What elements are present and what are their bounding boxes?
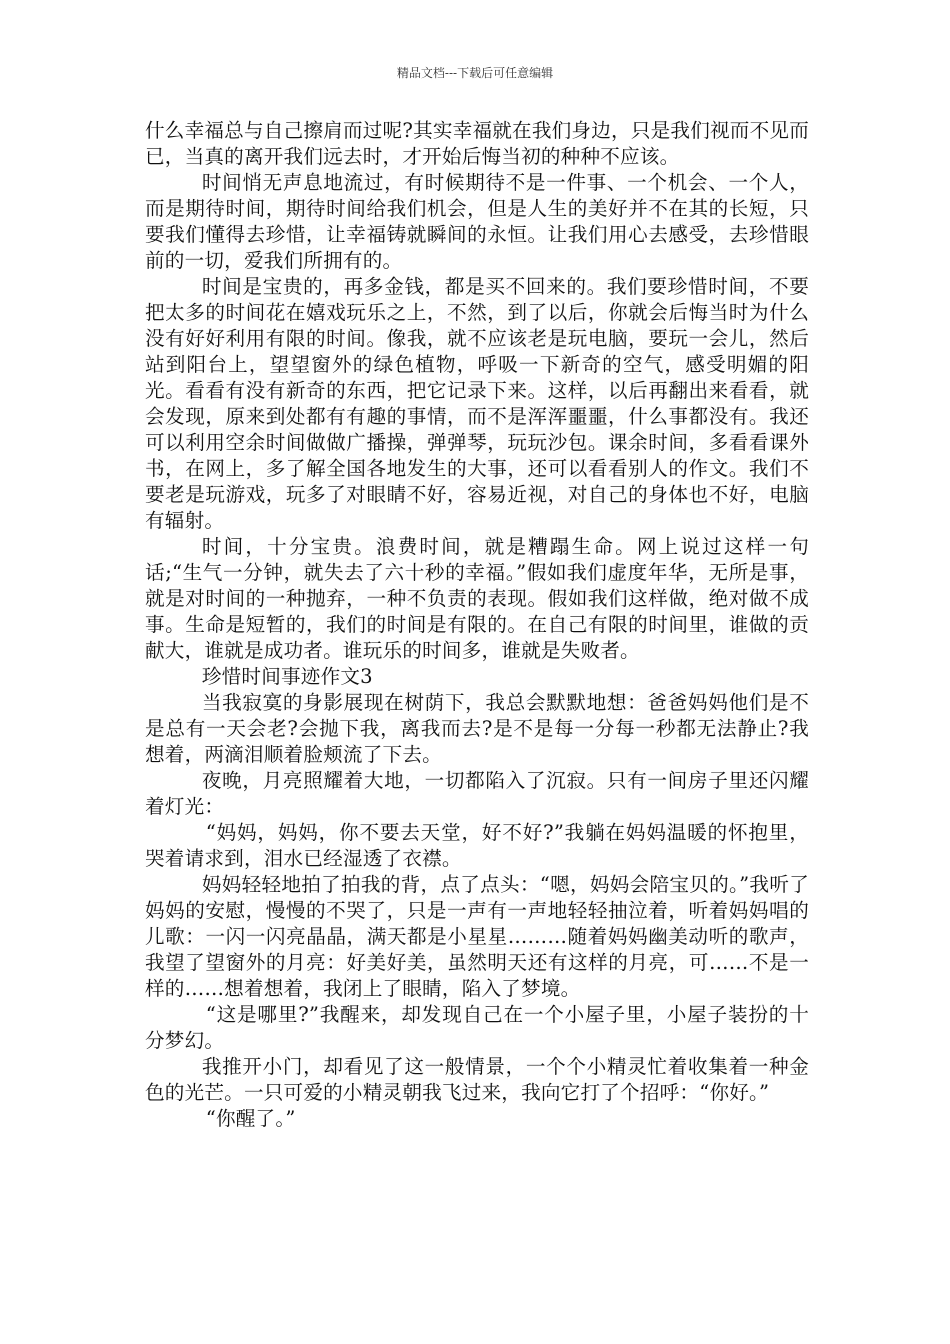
paragraph: “你醒了。” [205, 1107, 296, 1130]
document-body [145, 118, 809, 1132]
paragraph: 我推开小门，却看见了这一般情景，一个个小精灵忙着收集着一种金色的光芒。一只可爱的小精灵朝我飞过来，我向它打了个招呼：“你好。” [145, 1055, 809, 1104]
paragraph: 夜晚，月亮照耀着大地，一切都陷入了沉寂。只有一间房子里还闪耀着灯光： [145, 769, 809, 818]
paragraph: 妈妈轻轻地拍了拍我的背，点了点头：“嗯，妈妈会陪宝贝的。”我听了妈妈的安慰，慢慢的不哭了，只是一声有一声地轻轻抽泣着，听着妈妈唱的儿歌：一闪一闪亮晶晶，满天都是小星星………随着妈妈幽美动听的歌声，我望了望窗外的月亮：好美好美，虽然明天还有这样的月亮，可……不是一样的……想着想着，我闭上了眼睛，陷入了梦境。 [145, 873, 809, 1000]
paragraph: “妈妈，妈妈，你不要去天堂，好不好?”我躺在妈妈温暖的怀抱里，哭着请求到，泪水已经湿透了衣襟。 [145, 821, 809, 870]
paragraph: 时间是宝贵的，再多金钱，都是买不回来的。我们要珍惜时间，不要把太多的时间花在嬉戏玩乐之上，不然，到了以后，你就会后悔当时为什么没有好好利用有限的时间。像我，就不应该老是玩电脑，要玩一会儿，然后站到阳台上，望望窗外的绿色植物，呼吸一下新奇的空气，感受明媚的阳光。看看有没有新奇的东西，把它记录下来。这样，以后再翻出来看看，就会发现，原来到处都有有趣的事情，而不是浑浑噩噩，什么事都没有。我还可以利用空余时间做做广播操，弹弹琴，玩玩沙包。课余时间，多看看课外书，在网上，多了解全国各地发生的大事，还可以看看别人的作文。我们不要老是玩游戏，玩多了对眼睛不好，容易近视，对自己的身体也不好，电脑有辐射。 [145, 275, 809, 532]
page-header: 精品文档---下载后可任意编辑 [396, 66, 554, 80]
paragraph: “这是哪里?”我醒来，却发现自己在一个小屋子里，小屋子装扮的十分梦幻。 [145, 1003, 809, 1052]
paragraph: 当我寂寞的身影展现在树荫下，我总会默默地想：爸爸妈妈他们是不是总有一天会老?会抛下我，离我而去?是不是每一分每一秒都无法静止?我想着，两滴泪顺着脸颊流了下去。 [145, 691, 809, 766]
paragraph: 时间，十分宝贵。浪费时间，就是糟蹋生命。网上说过这样一句话;“生气一分钟，就失去了六十秒的幸福。”假如我们虚度年华，无所是事，就是对时间的一种抛弃，一种不负责的表现。假如我们这样做，绝对做不成事。生命是短暂的，我们的时间是有限的。在自己有限的时间里，谁做的贡献大，谁就是成功者。谁玩乐的时间多，谁就是失败者。 [145, 535, 809, 662]
section-title: 珍惜时间事迹作文3 [201, 665, 373, 688]
paragraph: 什么幸福总与自己擦肩而过呢?其实幸福就在我们身边，只是我们视而不见而已，当真的离开我们远去时，才开始后悔当初的种种不应该。 [145, 119, 809, 168]
paragraph: 时间悄无声息地流过，有时候期待不是一件事、一个机会、一个人，而是期待时间，期待时间给我们机会，但是人生的美好并不在其的长短，只要我们懂得去珍惜，让幸福铸就瞬间的永恒。让我们用心去感受，去珍惜眼前的一切，爱我们所拥有的。 [145, 171, 809, 272]
